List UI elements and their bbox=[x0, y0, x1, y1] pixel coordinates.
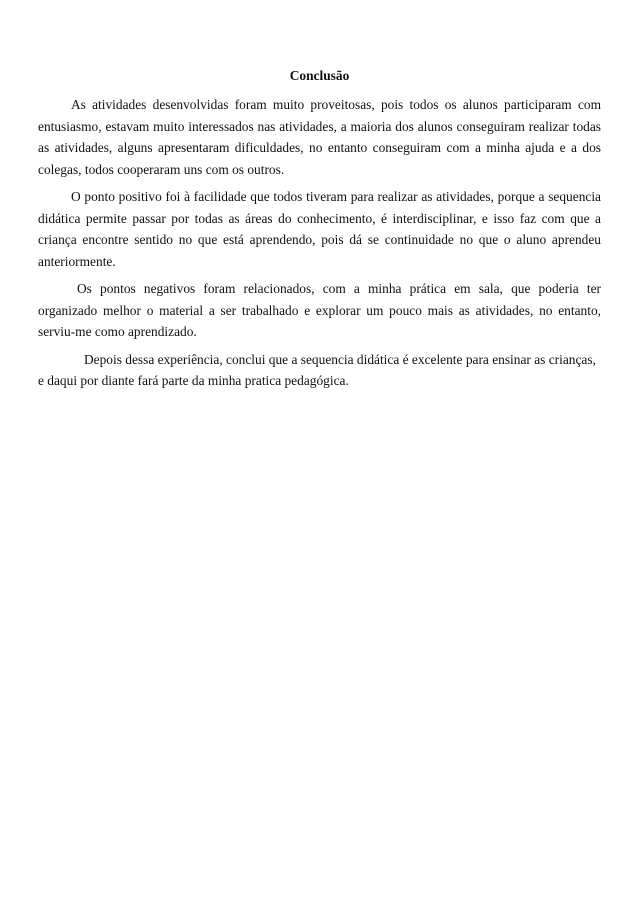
paragraph-negative-points: Os pontos negativos foram relacionados, com a minha prática em sala, que poderia ter organizado melhor o material a ser trabalhado e explorar um pouco mais as atividades, no entanto, serviu-me como aprendizado. bbox=[38, 281, 601, 339]
document-title: Conclusão bbox=[289, 68, 350, 83]
paragraph-positive-point: O ponto positivo foi à facilidade que todos tiveram para realizar as atividades, porque a sequencia didática permite passar por todas as áreas do conhecimento, é interdisciplinar, e isso faz com que a criança encontre sentido no que está aprendendo, pois dá se continuidade no que o aluno aprendeu anteriormente. bbox=[38, 189, 601, 269]
document-body bbox=[38, 66, 601, 398]
paragraph-activities: As atividades desenvolvidas foram muito proveitosas, pois todos os alunos participaram com entusiasmo, estavam muito interessados nas atividades, a maioria dos alunos conseguiram realizar todas as atividades, alguns apresentaram dificuldades, no entanto conseguiram com a minha ajuda e a dos colegas, todos cooperaram uns com os outros. bbox=[38, 97, 601, 177]
paragraph-final-remarks: Depois dessa experiência, conclui que a sequencia didática é excelente para ensinar as crianças, e daqui por diante fará parte da minha pratica pedagógica. bbox=[38, 351, 596, 388]
